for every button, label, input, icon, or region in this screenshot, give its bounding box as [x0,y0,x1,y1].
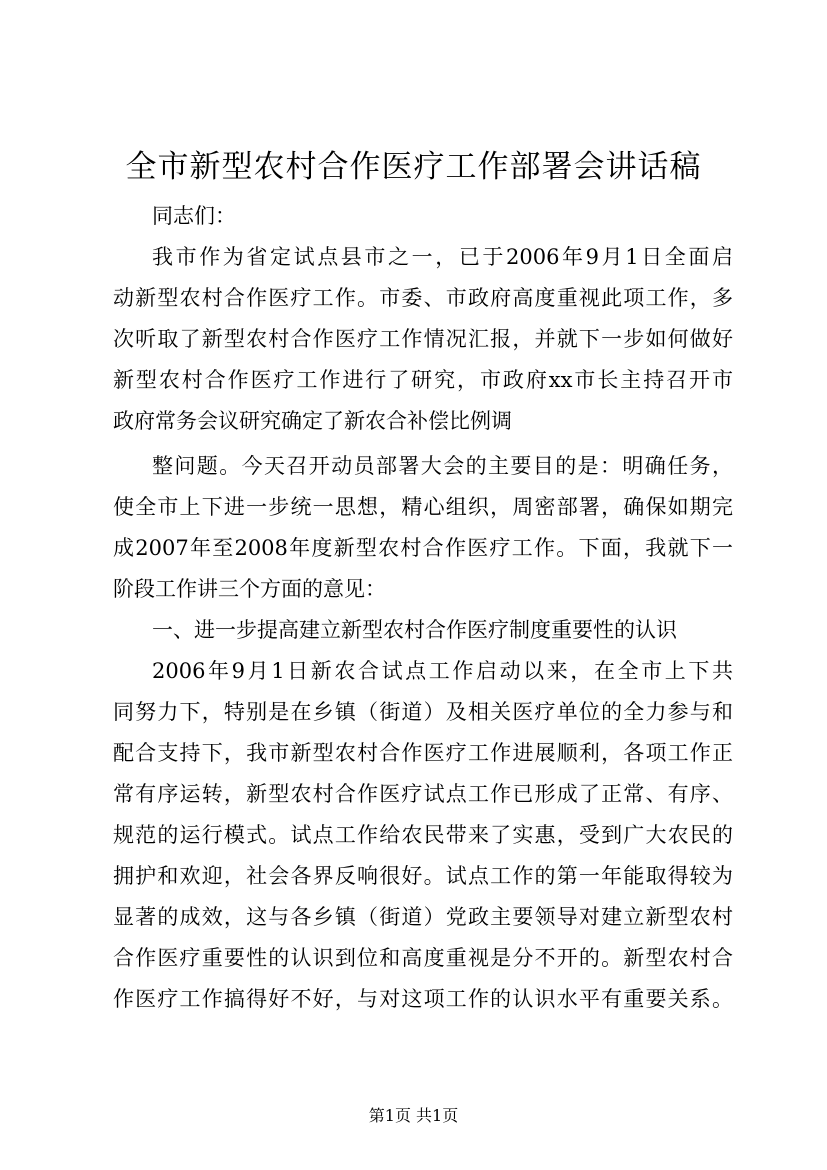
paragraph-line: 作医疗工作搞得好不好，与对这项工作的认识水平有重要关系。 [113,987,733,1011]
paragraph-line: 我市作为省定试点县市之一，已于2006年9月1日全面启 [152,245,733,269]
paragraph-line: 合作医疗重要性的认识到位和高度重视是分不开的。新型农村合 [113,946,733,970]
page-number-footer: 第1页 共1页 [368,1106,459,1125]
section-heading: 一、进一步提高建立新型农村合作医疗制度重要性的认识 [152,618,677,642]
paragraph-line: 政府常务会议研究确定了新农合补偿比例调 [113,409,512,433]
paragraph-line: 2006年9月1日新农合试点工作启动以来，在全市上下共 [152,659,733,683]
paragraph-line: 阶段工作讲三个方面的意见： [113,577,386,601]
paragraph-line: 整问题。今天召开动员部署大会的主要目的是：明确任务， [152,454,733,478]
paragraph-line: 规范的运行模式。试点工作给农民带来了实惠，受到广大农民的 [113,823,733,847]
paragraph-line: 次听取了新型农村合作医疗工作情况汇报，并就下一步如何做好 [113,327,733,351]
paragraph-line: 新型农村合作医疗工作进行了研究，市政府xx市长主持召开市 [113,368,733,392]
paragraph-line: 常有序运转，新型农村合作医疗试点工作已形成了正常、有序、 [113,782,733,806]
paragraph-line: 配合支持下，我市新型农村合作医疗工作进展顺利，各项工作正 [113,741,733,765]
paragraph-line: 显著的成效，这与各乡镇（街道）党政主要领导对建立新型农村 [113,905,733,929]
paragraph-line: 拥护和欢迎，社会各界反响很好。试点工作的第一年能取得较为 [113,864,733,888]
paragraph-line: 使全市上下进一步统一思想，精心组织，周密部署，确保如期完 [113,495,733,519]
paragraph-line: 同努力下，特别是在乡镇（街道）及相关医疗单位的全力参与和 [113,700,733,724]
document-title: 全市新型农村合作医疗工作部署会讲话稿 [125,149,702,185]
paragraph-line: 动新型农村合作医疗工作。市委、市政府高度重视此项工作，多 [113,286,733,310]
salutation-line: 同志们： [152,204,236,228]
paragraph-line: 成2007年至2008年度新型农村合作医疗工作。下面，我就下一 [113,536,733,560]
